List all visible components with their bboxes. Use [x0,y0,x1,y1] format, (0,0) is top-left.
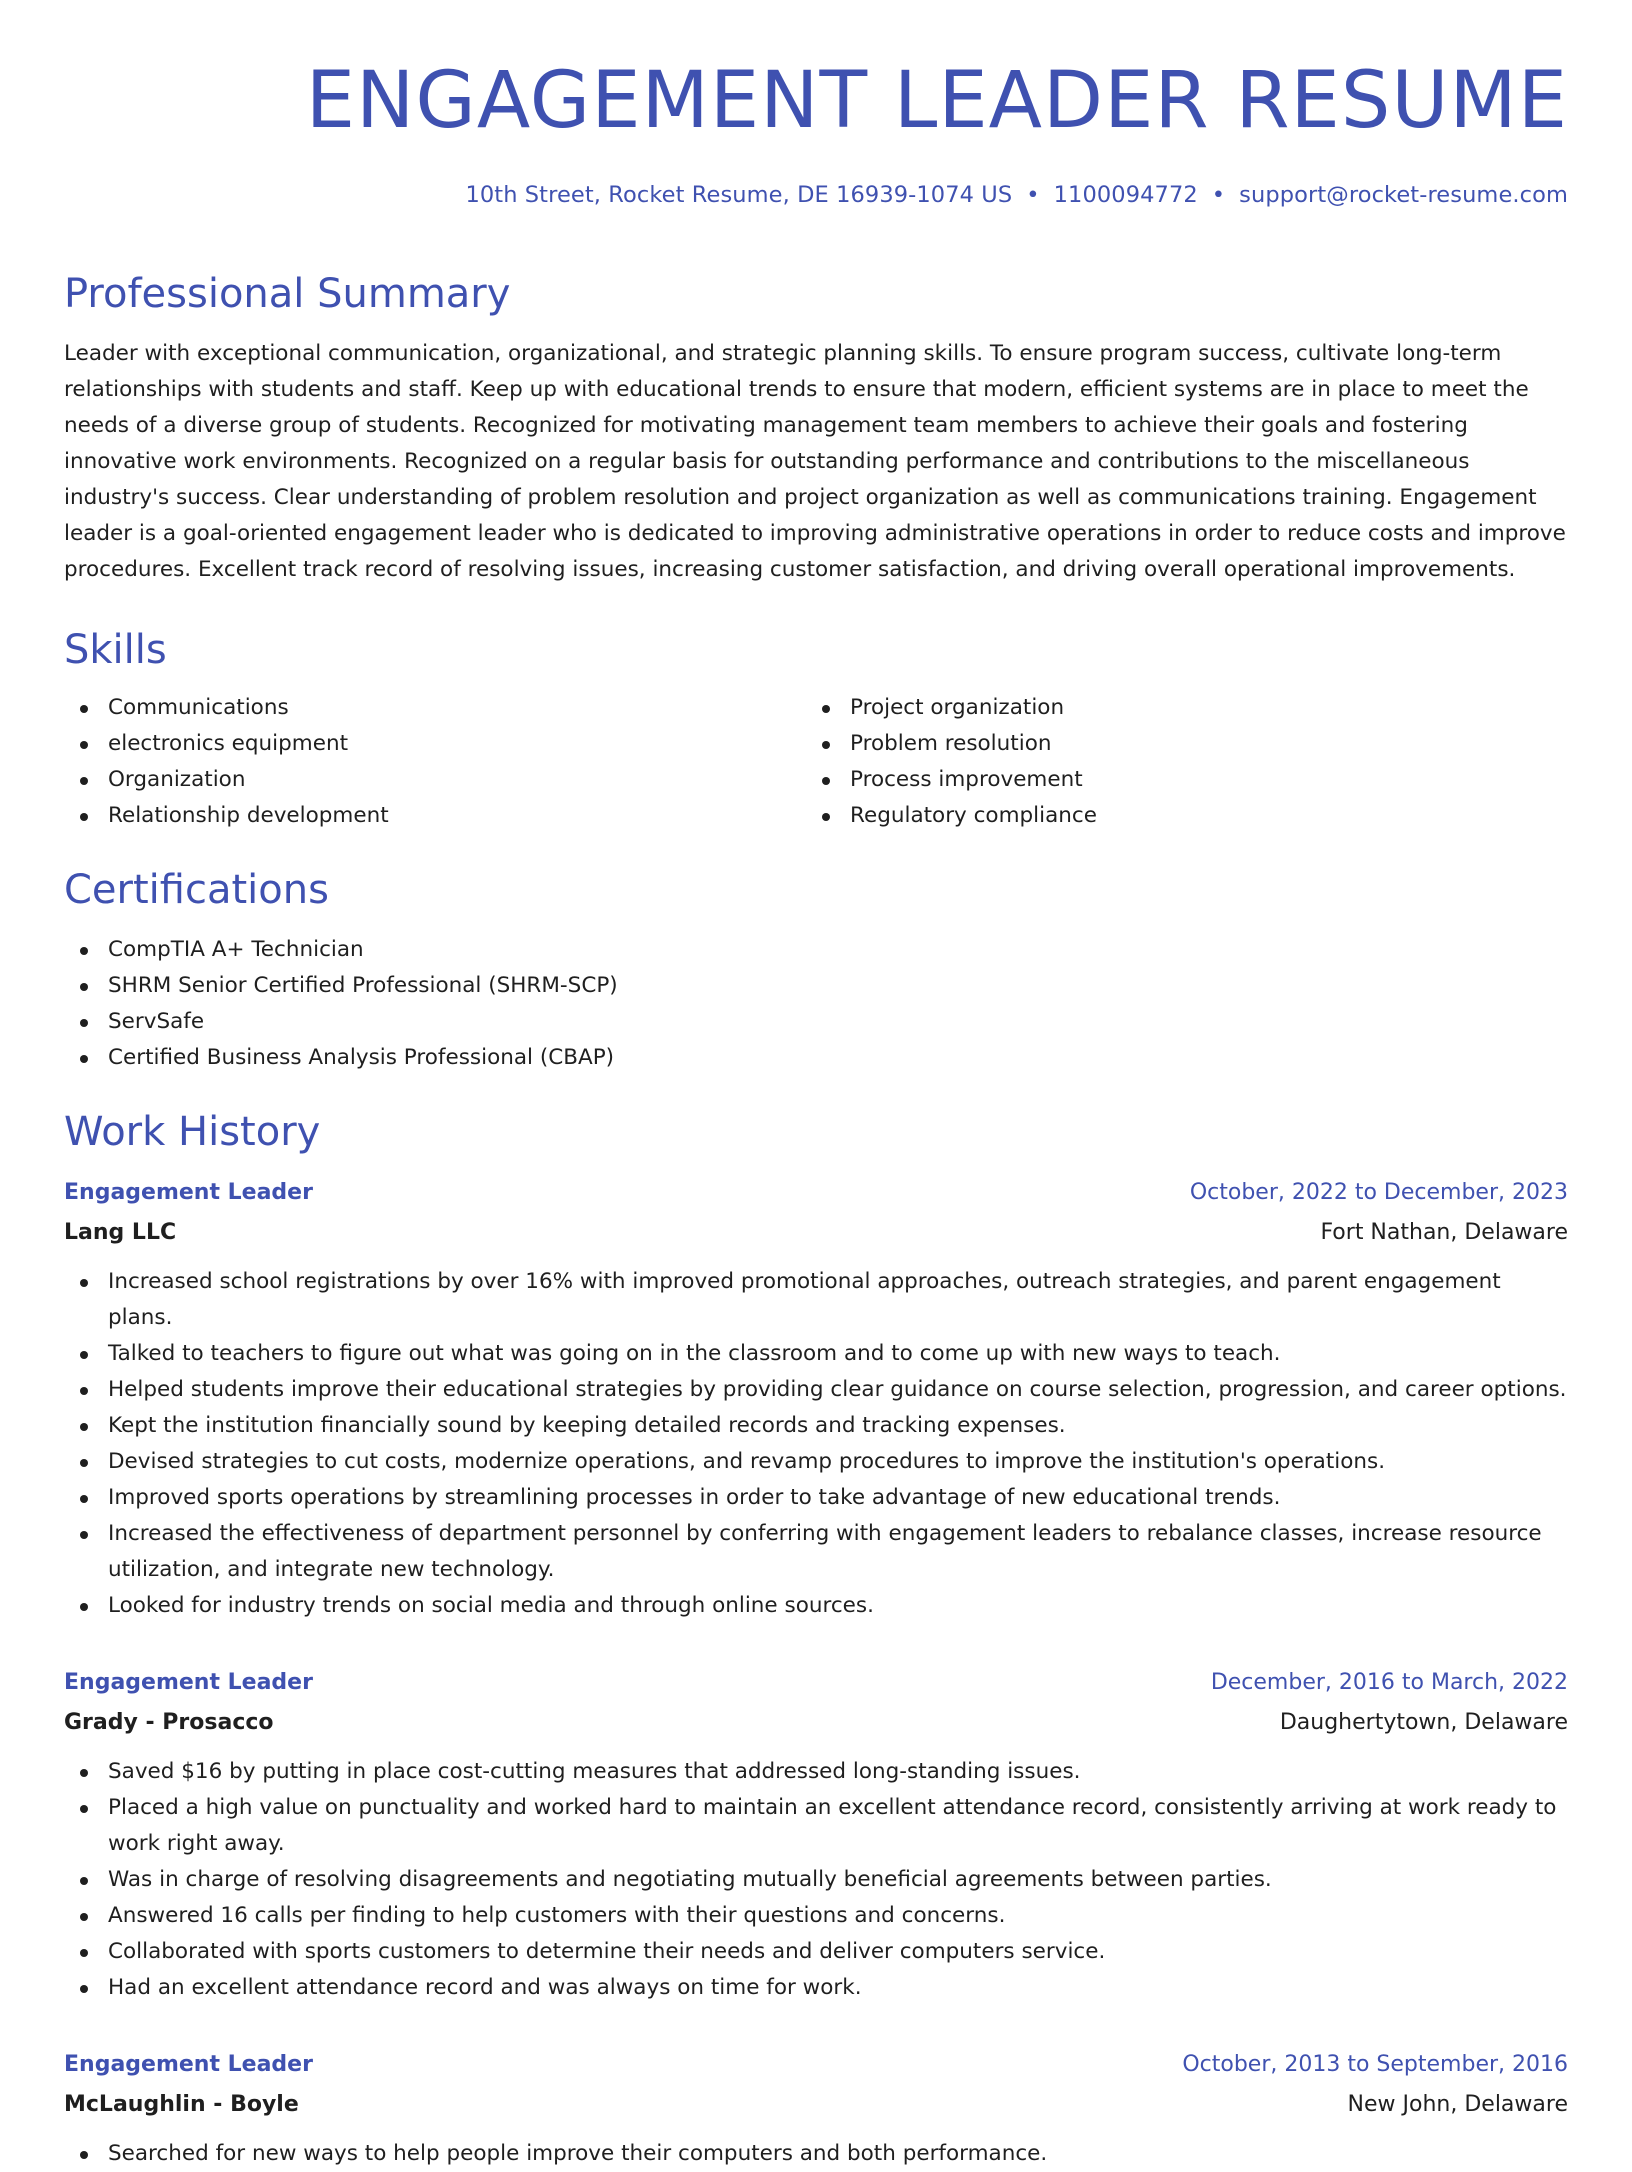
job-location: Daughertytown, Delaware [1279,1710,1568,1735]
job-bullets [64,1264,1568,1624]
job-header-row [64,1176,1568,1210]
summary-heading: Professional Summary [64,271,511,317]
certifications-list [64,932,1568,1076]
skill-item: Relationship development [64,798,806,834]
contact-phone[interactable]: 1100094772 [1053,182,1198,208]
job-dates: October, 2013 to September, 2016 [1182,2052,1568,2077]
skills-column-left [64,690,806,834]
job-bullet: Improved sports operations by streamlining processes in order to take advantage of new educational trends. [64,1480,1568,1516]
job-bullet: Increased the effectiveness of department personnel by conferring with engagement leaders to rebalance classes, increase resource utilization, and integrate new technology. [64,1516,1568,1588]
job-company: McLaughlin - Boyle [64,2092,299,2117]
contact-email[interactable]: support@rocket-resume.com [1239,182,1568,208]
job-company: Lang LLC [64,1220,177,1245]
job-bullet: Increased school registrations by over 16% with improved promotional approaches, outreach strategies, and parent engagement plans. [64,1264,1568,1336]
certifications-heading: Certifications [64,867,329,913]
job-bullet: Searched for new ways to help people improve their computers and both performance. [64,2136,1568,2172]
job-header-row [64,1666,1568,1700]
certification-item: SHRM Senior Certified Professional (SHRM-SCP) [64,968,1568,1004]
job-entry [64,1176,1568,1624]
skills-grid [64,690,1568,834]
job-location: Fort Nathan, Delaware [1320,1220,1568,1245]
contact-address: 10th Street, Rocket Resume, DE 16939-1074 US [465,182,1013,208]
job-bullets [64,1754,1568,2006]
skill-item: Problem resolution [806,726,1548,762]
skill-item: electronics equipment [64,726,806,762]
summary-text: Leader with exceptional communication, organizational, and strategic planning skills. To ensure program success, cultivate long-term relationships with students and staff. Keep up with educational trends to ensure that modern, efficient systems are in place to meet the needs of a diverse group of students. Recognized for motivating management team members to achieve their goals and fostering innovative work environments. Recognized on a regular basis for outstanding performance and contributions to the miscellaneous industry's success. Clear understanding of problem resolution and project organization as well as communications training. Engagement leader is a goal-oriented engagement leader who is dedicated to improving administrative operations in order to reduce costs and improve procedures. Excellent track record of resolving issues, increasing customer satisfaction, and driving overall operational improvements. [64,341,1566,582]
job-entry [64,2048,1568,2172]
job-entry [64,1666,1568,2006]
job-bullet: Had an excellent attendance record and was always on time for work. [64,1970,1568,2006]
job-bullet: Looked for industry trends on social media and through online sources. [64,1588,1568,1624]
job-company-row [64,1210,1568,1250]
contact-line [64,182,1568,208]
job-bullet: Collaborated with sports customers to determine their needs and deliver computers service. [64,1934,1568,1970]
job-location: New John, Delaware [1347,2092,1568,2117]
contact-separator: • [1026,182,1040,208]
skill-item: Project organization [806,690,1548,726]
job-title: Engagement Leader [64,2052,313,2077]
job-company-row [64,1700,1568,1740]
contact-separator: • [1211,182,1226,208]
certification-item: CompTIA A+ Technician [64,932,1568,968]
resume-name: ENGAGEMENT LEADER RESUME [305,56,1568,146]
job-bullet: Saved $16 by putting in place cost-cutting measures that addressed long-standing issues. [64,1754,1568,1790]
skill-item: Process improvement [806,762,1548,798]
job-bullet: Answered 16 calls per finding to help customers with their questions and concerns. [64,1898,1568,1934]
certification-item: ServSafe [64,1004,1568,1040]
job-bullet: Kept the institution financially sound by keeping detailed records and tracking expenses. [64,1408,1568,1444]
job-title: Engagement Leader [64,1180,313,1205]
job-bullet: Was in charge of resolving disagreements and negotiating mutually beneficial agreements between parties. [64,1862,1568,1898]
job-bullet: Placed a high value on punctuality and worked hard to maintain an excellent attendance record, consistently arriving at work ready to work right away. [64,1790,1568,1862]
job-title: Engagement Leader [64,1670,313,1695]
job-company: Grady - Prosacco [64,1710,274,1735]
skill-item: Organization [64,762,806,798]
skill-item: Regulatory compliance [806,798,1548,834]
job-bullet: Devised strategies to cut costs, modernize operations, and revamp procedures to improve the institution's operations. [64,1444,1568,1480]
job-company-row [64,2082,1568,2122]
job-dates: October, 2022 to December, 2023 [1189,1180,1568,1205]
skill-item: Communications [64,690,806,726]
job-bullet: Talked to teachers to figure out what was going on in the classroom and to come up with new ways to teach. [64,1336,1568,1372]
certification-item: Certified Business Analysis Professional (CBAP) [64,1040,1568,1076]
job-bullet: Helped students improve their educational strategies by providing clear guidance on course selection, progression, and career options. [64,1372,1568,1408]
resume-page [64,0,1568,2166]
skills-column-right [806,690,1548,834]
work-history-heading: Work History [64,1109,321,1155]
job-dates: December, 2016 to March, 2022 [1210,1670,1568,1695]
skills-heading: Skills [64,627,167,673]
job-header-row [64,2048,1568,2082]
job-bullets [64,2136,1568,2172]
